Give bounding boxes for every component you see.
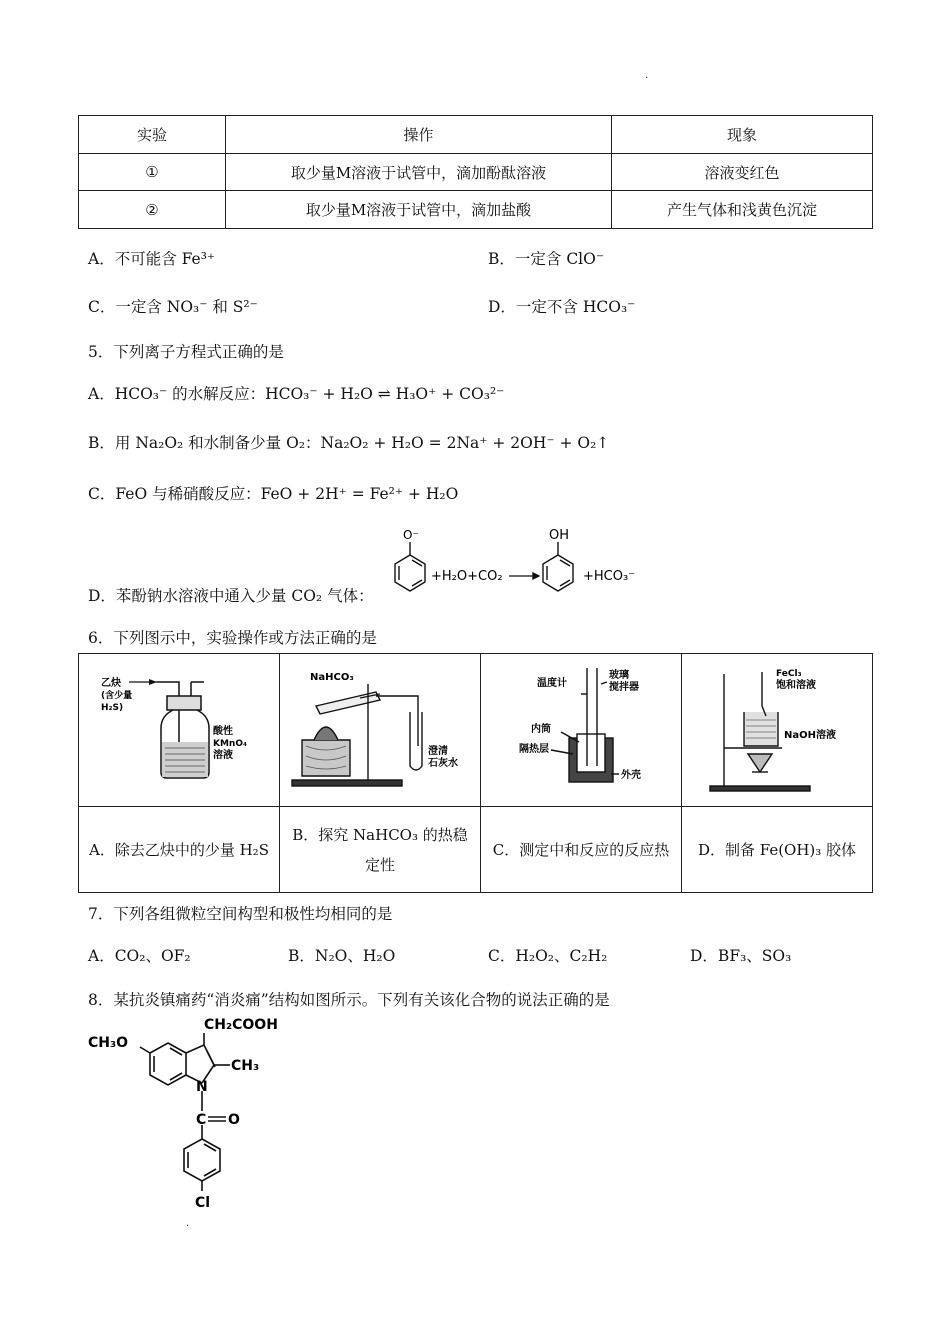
ch3-label: CH₃ xyxy=(231,1058,260,1074)
figure-cell-c xyxy=(481,654,682,807)
header-phenomenon: 现象 xyxy=(612,116,873,154)
cl-label: Cl xyxy=(195,1195,211,1211)
q7-option-a: A．CO₂、OF₂ xyxy=(88,947,191,965)
q7-option-c: C．H₂O₂、C₂H₂ xyxy=(488,947,608,965)
svg-text:溶液: 溶液 xyxy=(213,750,233,761)
gas-wash-bottle-figure xyxy=(79,654,279,802)
phenoxide-label: O⁻ xyxy=(403,528,419,542)
n-label: N xyxy=(196,1079,208,1095)
table-cell: 取少量M溶液于试管中，滴加盐酸 xyxy=(226,191,612,229)
svg-text:NaOH溶液: NaOH溶液 xyxy=(784,730,836,741)
ch2cooh-label: CH₂COOH xyxy=(204,1017,278,1033)
bottom-dot: . xyxy=(186,1218,190,1229)
q5-option-a: A．HCO₃⁻ 的水解反应：HCO₃⁻ + H₂O ⇌ H₃O⁺ + CO₃²⁻ xyxy=(88,385,505,403)
table-cell: ② xyxy=(79,191,226,229)
q4-option-b: B．一定含 ClO⁻ xyxy=(488,250,605,268)
q5-option-b: B．用 Na₂O₂ 和水制备少量 O₂：Na₂O₂ + H₂O = 2Na⁺ + 2OH⁻ + O₂↑ xyxy=(88,434,610,452)
svg-text:温度计: 温度计 xyxy=(537,678,567,689)
heating-tube-figure xyxy=(280,654,480,802)
svg-text:饱和溶液: 饱和溶液 xyxy=(776,680,816,691)
experiment-table xyxy=(78,115,873,229)
svg-text:NaHCO₃: NaHCO₃ xyxy=(310,672,354,683)
phenol-equation xyxy=(385,525,645,603)
svg-text:KMnO₄: KMnO₄ xyxy=(213,739,247,749)
q5-option-d: D．苯酚钠水溶液中通入少量 CO₂ 气体： xyxy=(88,587,374,605)
svg-text:澄清: 澄清 xyxy=(428,746,448,757)
caption-c: C．测定中和反应的反应热 xyxy=(481,807,682,893)
reaction-arrow xyxy=(509,573,539,579)
q5-option-c: C．FeO 与稀硝酸反应：FeO + 2H⁺ = Fe²⁺ + H₂O xyxy=(88,485,459,503)
o-label: O xyxy=(228,1112,240,1128)
product-label: +HCO₃⁻ xyxy=(583,569,636,584)
svg-text:FeCl₃: FeCl₃ xyxy=(776,669,802,679)
caption-d: D．制备 Fe(OH)₃ 胶体 xyxy=(682,807,873,893)
calorimeter-figure xyxy=(481,654,681,802)
q4-option-a: A．不可能含 Fe³⁺ xyxy=(88,250,216,268)
ch3o-label: CH₃O xyxy=(88,1035,129,1051)
svg-text:搅拌器: 搅拌器 xyxy=(609,682,639,693)
table-cell: 溶液变红色 xyxy=(612,154,873,191)
phenoxide-ring xyxy=(395,542,425,591)
q8-stem: 8．某抗炎镇痛药“消炎痛”结构如图所示。下列有关该化合物的说法正确的是 xyxy=(88,991,610,1009)
svg-text:石灰水: 石灰水 xyxy=(428,758,458,769)
q7-option-d: D．BF₃、SO₃ xyxy=(690,947,792,965)
reagents-label: +H₂O+CO₂ xyxy=(431,569,503,584)
caption-b: B．探究 NaHCO₃ 的热稳定性 xyxy=(280,807,481,893)
caption-a: A．除去乙炔中的少量 H₂S xyxy=(79,807,280,893)
phenol-label: OH xyxy=(549,528,570,543)
figure-cell-a xyxy=(79,654,280,807)
svg-text:H₂S): H₂S) xyxy=(101,703,124,713)
apparatus-table xyxy=(78,653,873,893)
svg-text:玻璃: 玻璃 xyxy=(609,670,629,681)
svg-text:隔热层: 隔热层 xyxy=(519,744,549,755)
svg-text:内筒: 内筒 xyxy=(531,724,551,735)
header-experiment: 实验 xyxy=(79,116,226,154)
q5-stem: 5．下列离子方程式正确的是 xyxy=(88,343,284,361)
table-cell: ① xyxy=(79,154,226,191)
svg-text:酸性: 酸性 xyxy=(213,726,233,737)
svg-text:外壳: 外壳 xyxy=(621,770,641,781)
indomethacin-structure xyxy=(88,1015,308,1215)
phenol-ring xyxy=(543,542,573,591)
q4-option-c: C．一定含 NO₃⁻ 和 S²⁻ xyxy=(88,298,258,316)
q6-stem: 6．下列图示中，实验操作或方法正确的是 xyxy=(88,629,377,647)
figure-cell-b xyxy=(280,654,481,807)
figure-cell-d xyxy=(682,654,873,807)
svg-text:(含少量: (含少量 xyxy=(101,691,133,701)
table-cell: 取少量M溶液于试管中，滴加酚酞溶液 xyxy=(226,154,612,191)
top-dot: . xyxy=(645,70,649,81)
svg-text:乙炔: 乙炔 xyxy=(101,678,121,689)
table-cell: 产生气体和浅黄色沉淀 xyxy=(612,191,873,229)
q7-option-b: B．N₂O、H₂O xyxy=(288,947,396,965)
c-label: C xyxy=(196,1112,207,1128)
q7-stem: 7．下列各组微粒空间构型和极性均相同的是 xyxy=(88,905,393,923)
q4-option-d: D．一定不含 HCO₃⁻ xyxy=(488,298,636,316)
colloid-prep-figure xyxy=(682,654,872,802)
header-operation: 操作 xyxy=(226,116,612,154)
